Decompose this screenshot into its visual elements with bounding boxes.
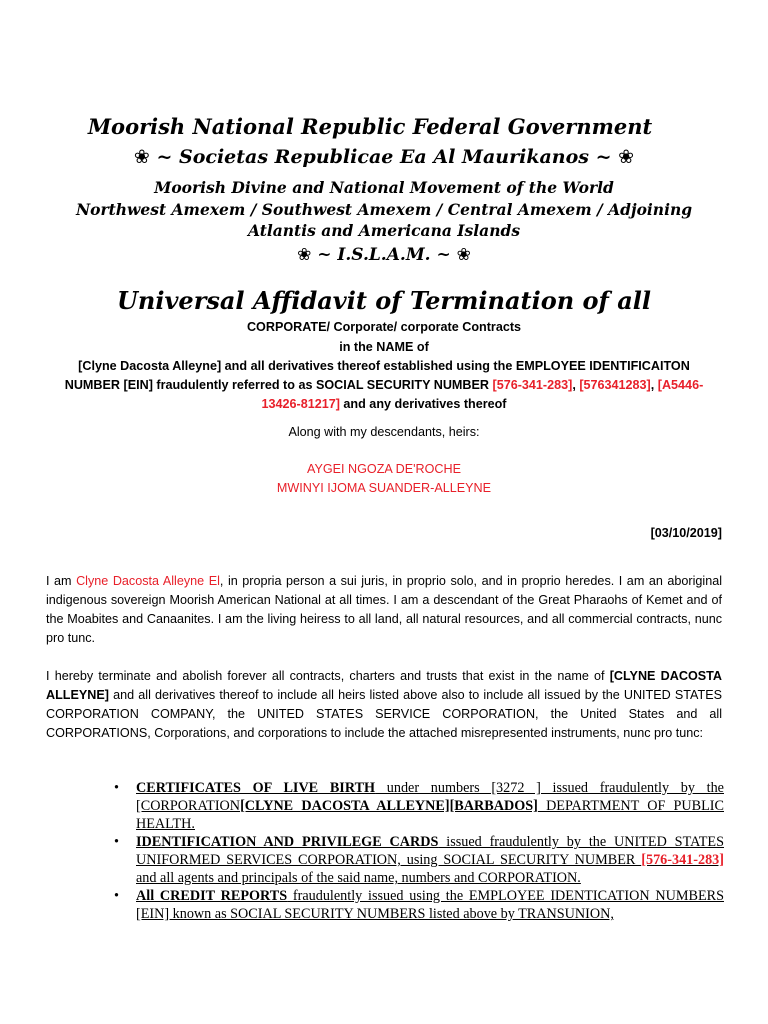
- title-line-ein: [Clyne Dacosta Alleyne] and all derivatives thereof established using the EMPLOYEE IDENTIFICAITON: [78, 359, 690, 373]
- derivatives-text: and any derivatives thereof: [339, 397, 507, 411]
- ornament-right-icon: ❀: [456, 245, 471, 265]
- header-societas: [0, 146, 768, 168]
- instrument-list: [112, 779, 724, 923]
- header-islam: [0, 245, 768, 265]
- title-sub-corporate: CORPORATE/ Corporate/ corporate Contracts: [246, 320, 522, 334]
- item-text-end: and all agents and principals of the said name, numbers and CORPORATION.: [136, 870, 581, 886]
- header-movement: Moorish Divine and National Movement of the World: [154, 178, 614, 197]
- paragraph-termination-name: [CLYNE DACOSTA ALLEYNE]: [46, 669, 722, 702]
- bullet-icon: •: [114, 834, 119, 850]
- ornament-left-icon: ❀: [133, 146, 150, 168]
- header-islands: Atlantis and Americana Islands: [247, 221, 521, 240]
- title-line-ssn: [0, 378, 768, 392]
- item-heading: IDENTIFICATION AND PRIVILEGE CARDS: [136, 834, 439, 850]
- ssn-number-2: [576341283]: [579, 378, 651, 392]
- descendants-label: Along with my descendants, heirs:: [288, 425, 480, 439]
- ssn-number-3a: [A5446-: [657, 378, 704, 392]
- title-line-derivatives: [0, 397, 768, 411]
- paragraph-termination-pre: I hereby terminate and abolish forever all contracts, charters and trusts that exist in the name of: [46, 669, 610, 683]
- item-bold-name: [CLYNE DACOSTA ALLEYNE][BARBADOS]: [240, 798, 538, 814]
- affidavit-title: Universal Affidavit of Termination of all: [116, 286, 652, 315]
- ornament-right-icon: ❀: [618, 146, 635, 168]
- ssn-sep-2: ,: [650, 378, 658, 392]
- header-islam-text: ~ I.S.L.A.M. ~: [317, 245, 451, 265]
- list-item: [112, 833, 724, 887]
- list-item: [112, 887, 724, 923]
- item-text: under numbers [3272 ] issued fraudulently by the [CORPORATION: [136, 780, 724, 814]
- paragraph-termination: [46, 667, 722, 743]
- bullet-icon: •: [114, 888, 119, 904]
- item-ssn: [576-341-283]: [641, 852, 724, 868]
- header-government-name: Moorish National Republic Federal Government: [87, 114, 653, 139]
- heir-2: MWINYI IJOMA SUANDER-ALLEYNE: [276, 481, 492, 495]
- paragraph-termination-body: and all derivatives thereof to include all heirs listed above also to include all issued by the UNITED STATES CORPORATION COMPANY, the UNITED STATES SERVICE CORPORATION, the United States and all CORPORATIONS, Corporations, and corporations to include the attached misrepresented instruments, nunc pro tunc:: [46, 688, 722, 740]
- ssn-intro: NUMBER [EIN] fraudulently referred to as SOCIAL SECURITY NUMBER: [64, 378, 493, 392]
- header-amexem: Northwest Amexem / Southwest Amexem / Central Amexem / Adjoining: [75, 200, 693, 219]
- item-text: fraudulently issued using the EMPLOYEE IDENTICATION NUMBERS [EIN] known as SOCIAL SECURITY NUMBERS listed above by TRANSUNION,: [136, 888, 724, 922]
- item-heading: CERTIFICATES OF LIVE BIRTH: [136, 780, 376, 796]
- item-text: issued fraudulently by the UNITED STATES UNIFORMED SERVICES CORPORATION, using SOCIAL SECURITY NUMBER: [136, 834, 724, 868]
- affidavit-date: [03/10/2019]: [650, 526, 722, 540]
- ssn-number-1: [576-341-283]: [492, 378, 573, 392]
- paragraph-identity-body: , in propria person a sui juris, in proprio solo, and in proprio heredes. I am an aboriginal indigenous sovereign Moorish American National at all times. I am a descendant of the Great Pharaohs of Kemet and of the Moabites and Canaanites. I am the living heiress to all land, all natural resources, and all commercial contracts, nunc pro tunc.: [46, 574, 722, 645]
- bullet-icon: •: [114, 780, 119, 796]
- paragraph-identity-name: Clyne Dacosta Alleyne El: [76, 574, 220, 588]
- item-heading: All CREDIT REPORTS: [136, 888, 288, 904]
- heir-1: AYGEI NGOZA DE'ROCHE: [306, 462, 462, 476]
- paragraph-identity: [46, 572, 722, 648]
- paragraph-identity-pre: I am: [46, 574, 77, 588]
- title-sub-name-of: in the NAME of: [339, 340, 429, 354]
- list-item: [112, 779, 724, 833]
- item-text-end: DEPARTMENT OF PUBLIC HEALTH.: [136, 798, 724, 832]
- ssn-number-3b: 13426-81217]: [261, 397, 340, 411]
- ssn-sep-1: ,: [572, 378, 580, 392]
- header-societas-text: ~ Societas Republicae Ea Al Maurikanos ~: [156, 146, 612, 168]
- ornament-left-icon: ❀: [297, 245, 312, 265]
